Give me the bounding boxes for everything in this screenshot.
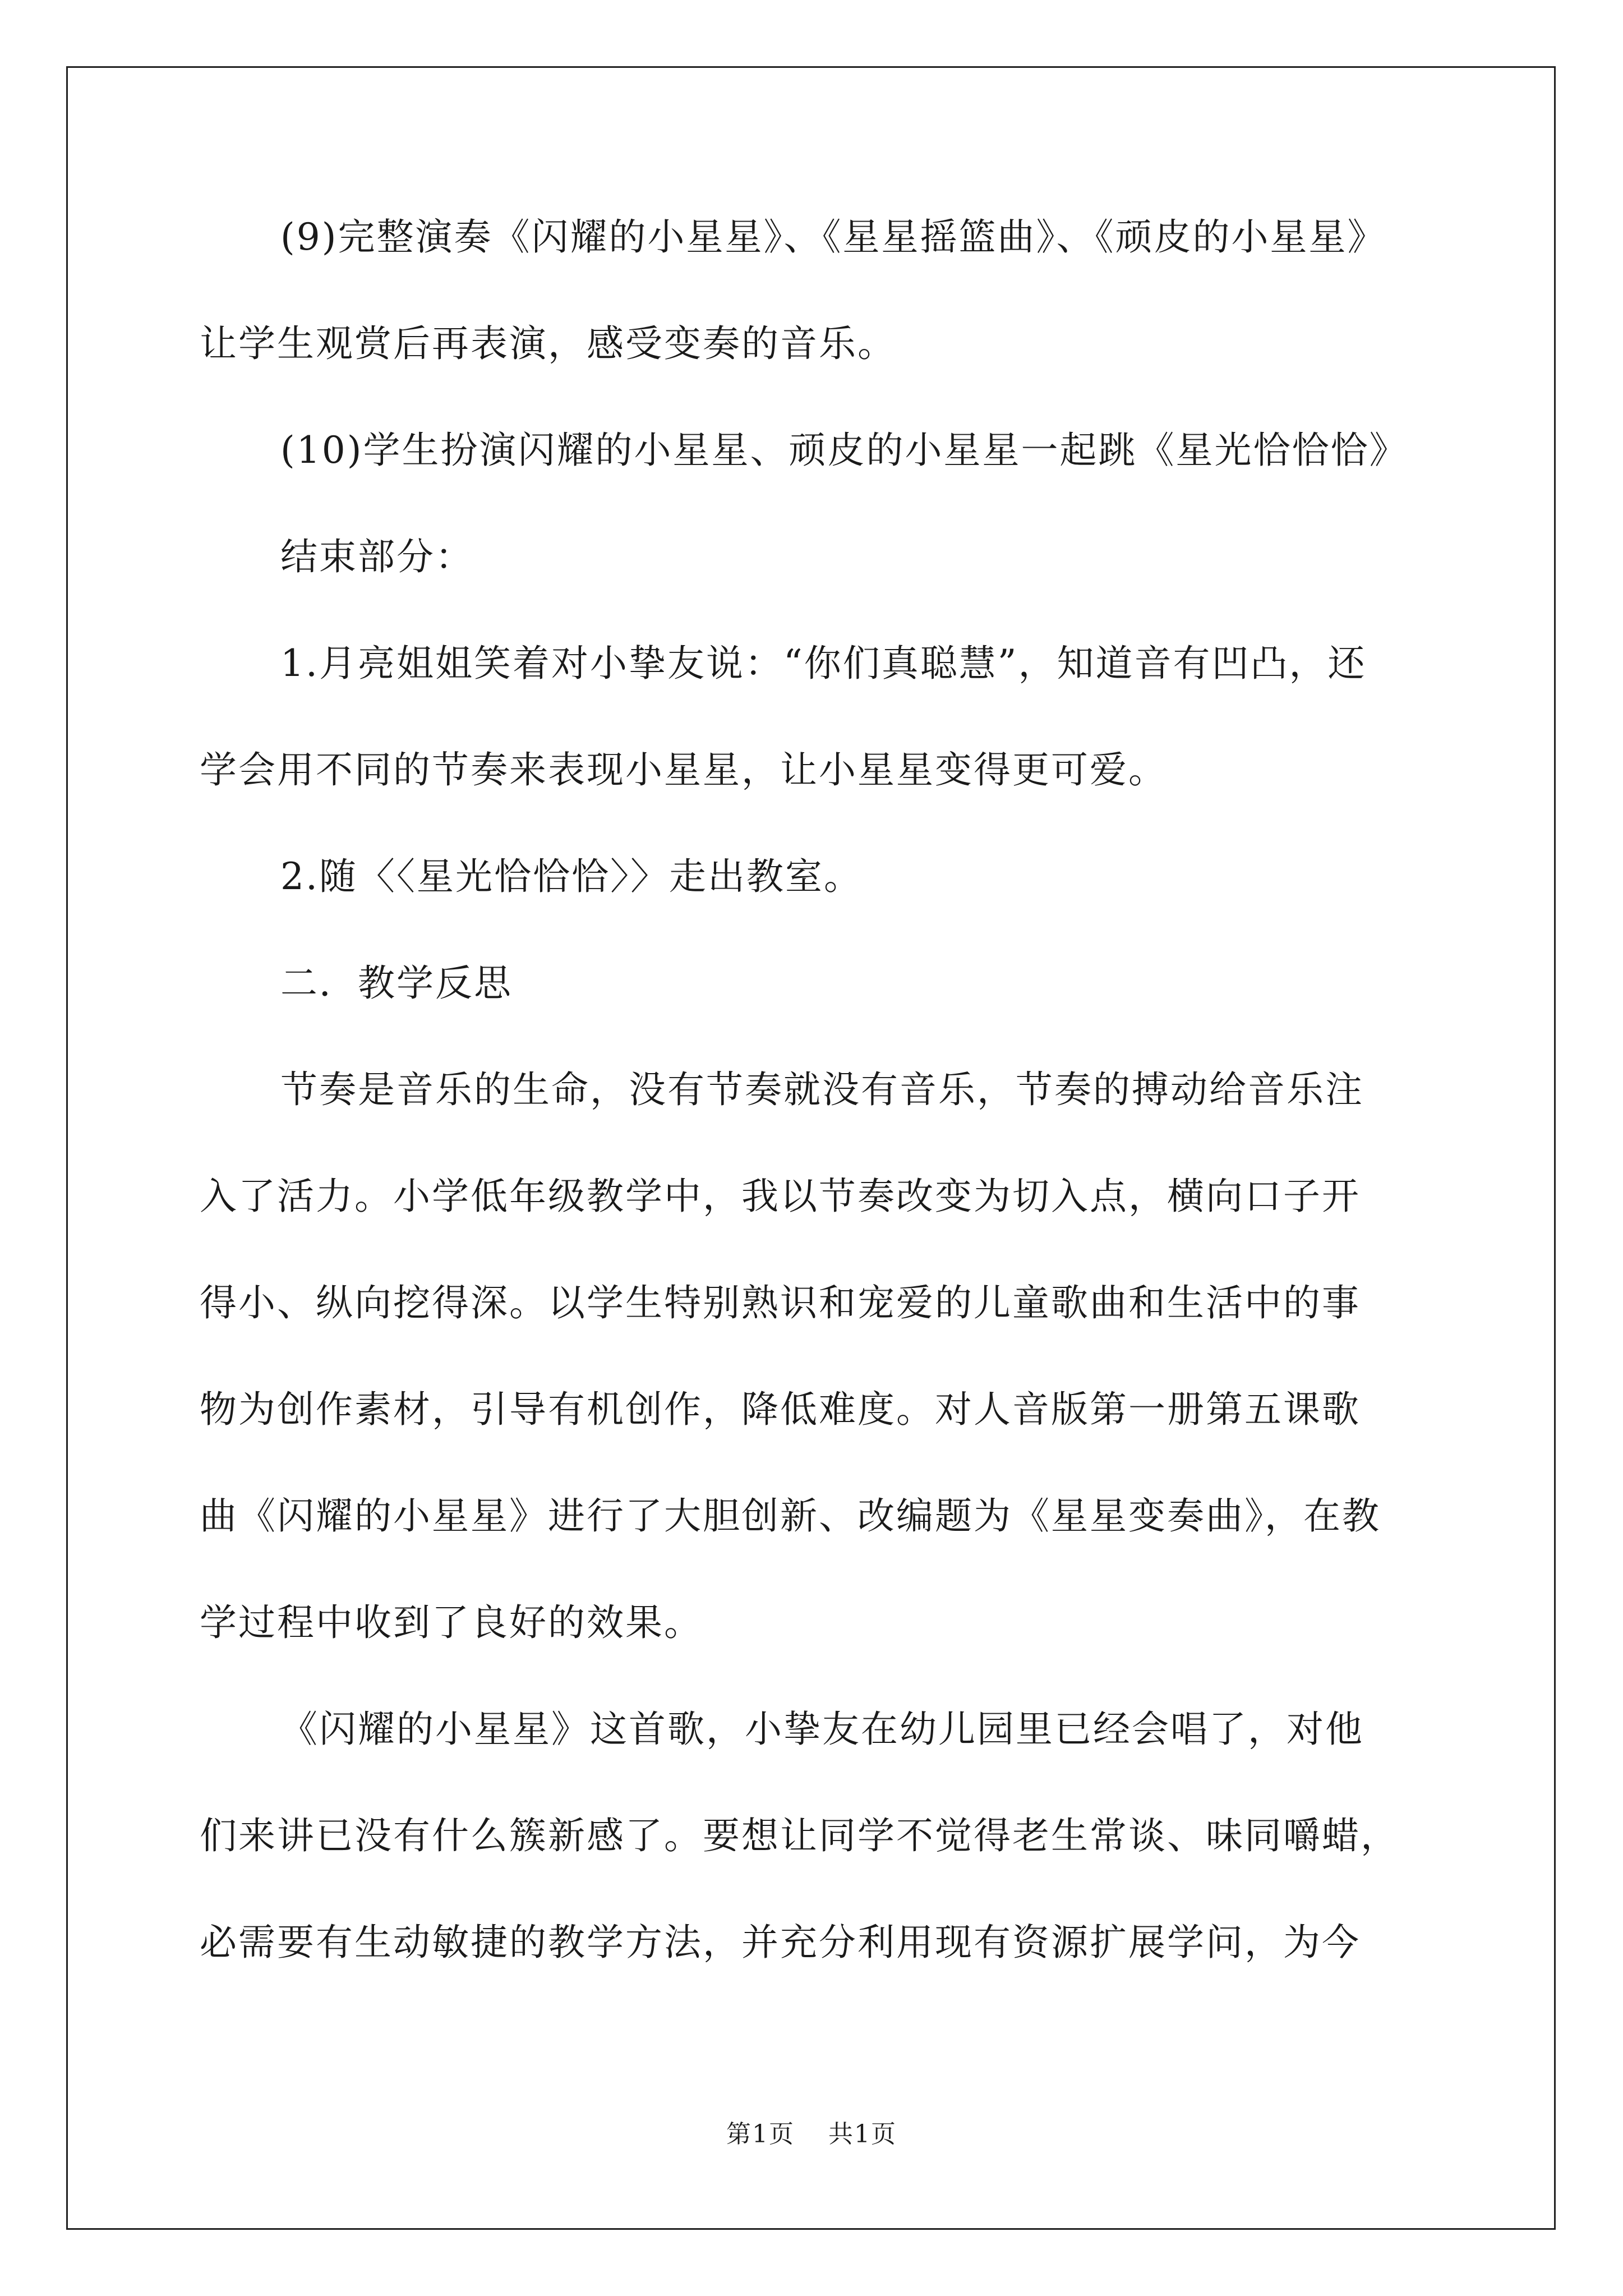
section-heading xyxy=(200,530,1431,584)
section-heading xyxy=(200,956,1431,1010)
paragraph xyxy=(200,1063,1431,1650)
text-line: 学过程中收到了良好的效果。 xyxy=(200,1601,703,1644)
text-line: 《闪耀的小星星》这首歌，小挚友在幼儿园里已经会唱了，对他 xyxy=(280,1708,1364,1751)
text-line: 结束部分： xyxy=(280,535,474,578)
paragraph xyxy=(200,637,1431,797)
text-line: 2.随〈〈星光恰恰恰〉〉走出教室。 xyxy=(280,855,863,898)
text-line: (9)完整演奏《闪耀的小星星》、《星星摇篮曲》、《顽皮的小星星》 xyxy=(280,215,1386,259)
text-line: 曲《闪耀的小星星》进行了大胆创新、改编题为《星星变奏曲》，在教 xyxy=(200,1494,1381,1538)
text-line: 学会用不同的节奏来表现小星星，让小星星变得更可爱。 xyxy=(200,748,1167,792)
page-footer xyxy=(0,2118,1623,2151)
text-line: 让学生观赏后再表演，感受变奏的音乐。 xyxy=(200,322,896,365)
text-line: 入了活力。小学低年级教学中，我以节奏改变为切入点，横向口子开 xyxy=(200,1175,1361,1218)
text-line: 二．教学反思 xyxy=(280,961,513,1005)
page-total: 共1页 xyxy=(828,2120,897,2148)
text-line: 得小、纵向挖得深。以学生特别熟识和宠爱的儿童歌曲和生活中的事 xyxy=(200,1281,1361,1324)
paragraph xyxy=(200,424,1431,477)
text-line: (10)学生扮演闪耀的小星星、顽皮的小星星一起跳《星光恰恰恰》 xyxy=(280,429,1408,472)
paragraph xyxy=(200,1703,1431,1970)
page-number: 第1页 xyxy=(726,2120,795,2148)
paragraph xyxy=(200,850,1431,904)
text-line: 1.月亮姐姐笑着对小挚友说：“你们真聪慧”，知道音有凹凸，还 xyxy=(280,642,1367,685)
text-line: 必需要有生动敏捷的教学方法，并充分利用现有资源扩展学问，为今 xyxy=(200,1921,1361,1964)
text-line: 节奏是音乐的生命，没有节奏就没有音乐，节奏的搏动给音乐注 xyxy=(280,1068,1364,1111)
text-line: 们来讲已没有什么簇新感了。要想让同学不觉得老生常谈、味同嚼蜡， xyxy=(200,1814,1399,1857)
document-body xyxy=(200,210,1431,1970)
paragraph xyxy=(200,210,1431,371)
text-line: 物为创作素材，引导有机创作，降低难度。对人音版第一册第五课歌 xyxy=(200,1388,1361,1431)
